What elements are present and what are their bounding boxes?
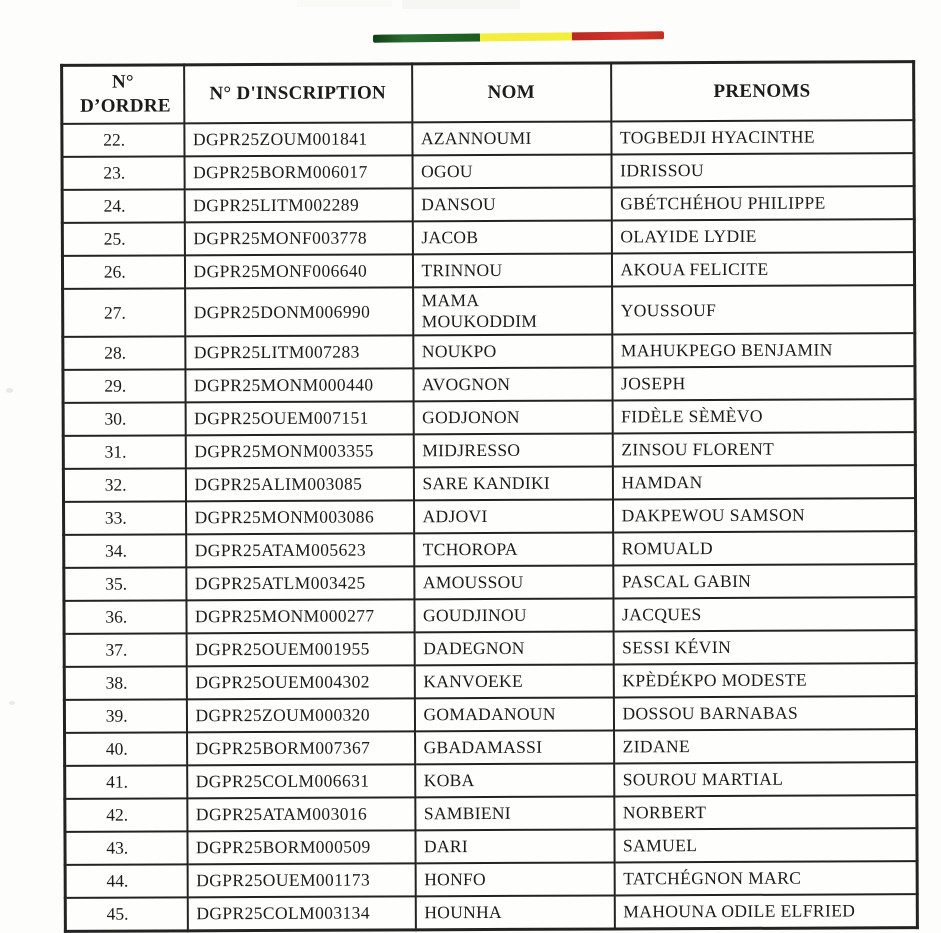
order-cell: 33. (64, 501, 186, 535)
order-cell: 37. (64, 633, 186, 667)
order-cell: 45. (65, 897, 187, 931)
inscription-cell: DGPR25MONM000440 (185, 368, 413, 402)
nom-cell: AVOGNON (413, 367, 612, 401)
inscription-cell: DGPR25MONF006640 (184, 254, 412, 288)
nom-cell: KANVOEKE (414, 664, 613, 698)
header-row (62, 62, 914, 124)
nom-cell: SARE KANDIKI (413, 466, 612, 500)
table-body (62, 120, 918, 931)
table-row (62, 219, 914, 256)
nom-cell: DARI (415, 829, 614, 863)
header-inscription: N° D'INSCRIPTION (184, 64, 412, 123)
inscription-cell: DGPR25OUEM004302 (186, 665, 414, 699)
scan-speck (9, 701, 15, 705)
inscription-cell: DGPR25OUEM007151 (185, 401, 413, 435)
prenoms-cell: SAMUEL (614, 828, 917, 862)
order-cell: 26. (62, 255, 184, 289)
inscription-cell: DGPR25ZOUM000320 (186, 698, 414, 732)
nom-cell: HONFO (415, 862, 614, 896)
nom-cell: NOUKPO (413, 334, 612, 368)
benin-flag-strip (373, 31, 664, 43)
nom-cell: KOBA (415, 763, 614, 797)
table-row (64, 696, 916, 733)
order-cell: 23. (62, 156, 184, 190)
inscription-cell: DGPR25MONM003355 (185, 434, 413, 468)
order-cell: 40. (65, 732, 187, 766)
inscription-cell: DGPR25OUEM001955 (186, 632, 414, 666)
inscription-cell: DGPR25COLM006631 (187, 764, 415, 798)
order-cell: 30. (63, 402, 185, 436)
inscription-cell: DGPR25ALIM003085 (185, 467, 413, 501)
nom-cell: GBADAMASSI (415, 730, 614, 764)
prenoms-cell: FIDÈLE SÈMÈVO (612, 399, 915, 433)
prenoms-cell: KPÈDÉKPO MODESTE (613, 663, 916, 697)
nom-cell: TCHOROPA (414, 532, 613, 566)
table-row (65, 795, 917, 832)
nom-cell: DANSOU (412, 187, 611, 221)
inscription-cell: DGPR25COLM003134 (187, 896, 415, 930)
inscription-cell: DGPR25BORM006017 (184, 155, 412, 189)
order-cell: 31. (63, 435, 185, 469)
order-cell: 41. (65, 765, 187, 799)
order-cell: 42. (65, 798, 187, 832)
table-row (63, 399, 915, 436)
order-cell: 27. (63, 288, 185, 337)
table-row (62, 153, 914, 190)
inscription-cell: DGPR25LITM007283 (185, 335, 413, 369)
nom-cell: MIDJRESSO (413, 433, 612, 467)
inscription-cell: DGPR25ATAM005623 (186, 533, 414, 567)
inscription-cell: DGPR25ZOUM001841 (184, 122, 412, 156)
table-row (63, 333, 915, 370)
prenoms-cell: NORBERT (614, 795, 917, 829)
inscription-cell: DGPR25ATLM003425 (186, 566, 414, 600)
order-cell: 44. (65, 864, 187, 898)
candidates-table (60, 60, 919, 933)
nom-cell: GODJONON (413, 400, 612, 434)
prenoms-cell: HAMDAN (612, 465, 915, 499)
nom-cell: AMOUSSOU (414, 565, 613, 599)
table-row (64, 597, 916, 634)
order-cell: 24. (62, 189, 184, 223)
header-order-label: N° D’ORDRE (79, 71, 171, 117)
flag-yellow-segment (480, 32, 572, 41)
order-cell: 29. (63, 369, 185, 403)
prenoms-cell: TATCHÉGNON MARC (614, 861, 917, 895)
prenoms-cell: AKOUA FELICITE (611, 252, 914, 286)
table-row (62, 252, 914, 289)
scan-artifact-top (297, 0, 392, 7)
prenoms-cell: SOUROU MARTIAL (614, 762, 917, 796)
scan-speck (6, 388, 13, 393)
nom-cell: TRINNOU (412, 253, 611, 287)
order-cell: 25. (62, 222, 184, 256)
nom-cell: GOMADANOUN (414, 697, 613, 731)
order-cell: 38. (64, 666, 186, 700)
nom-cell: DADEGNON (414, 631, 613, 665)
table-row (64, 531, 916, 568)
table-row (64, 564, 916, 601)
prenoms-cell: MAHOUNA ODILE ELFRIED (614, 894, 917, 929)
table-row (63, 465, 915, 502)
flag-red-segment (572, 31, 664, 40)
nom-cell: JACOB (412, 220, 611, 254)
prenoms-cell: DOSSOU BARNABAS (613, 696, 916, 730)
prenoms-cell: ROMUALD (613, 531, 916, 565)
inscription-cell: DGPR25MONF003778 (184, 221, 412, 255)
table-row (65, 894, 917, 931)
flag-green-segment (373, 33, 480, 42)
table-row (62, 120, 914, 157)
table-row (65, 861, 917, 898)
inscription-cell: DGPR25OUEM001173 (187, 863, 415, 897)
header-prenoms: PRENOMS (611, 62, 914, 122)
prenoms-cell: PASCAL GABIN (613, 564, 916, 598)
order-cell: 35. (64, 567, 186, 601)
prenoms-cell: SESSI KÉVIN (613, 630, 916, 664)
inscription-cell: DGPR25BORM000509 (187, 830, 415, 864)
nom-cell: MAMA MOUKODDIM (413, 286, 612, 335)
prenoms-cell: DAKPEWOU SAMSON (613, 498, 916, 532)
prenoms-cell: IDRISSOU (611, 153, 914, 187)
table-row (65, 762, 917, 799)
table-row (63, 366, 915, 403)
nom-cell: SAMBIENI (415, 796, 614, 830)
table-row (64, 498, 916, 535)
order-cell: 43. (65, 831, 187, 865)
prenoms-cell: ZINSOU FLORENT (612, 432, 915, 466)
nom-cell: OGOU (412, 154, 611, 188)
header-order (62, 65, 184, 124)
prenoms-cell: YOUSSOUF (612, 285, 915, 334)
table-row (65, 729, 917, 766)
table-row (63, 285, 915, 337)
nom-cell: ADJOVI (414, 499, 613, 533)
nom-cell: GOUDJINOU (414, 598, 613, 632)
prenoms-cell: MAHUKPEGO BENJAMIN (612, 333, 915, 367)
prenoms-cell: JOSEPH (612, 366, 915, 400)
nom-cell: HOUNHA (415, 895, 614, 929)
header-nom: NOM (412, 63, 611, 122)
order-cell: 28. (63, 336, 185, 370)
order-cell: 39. (64, 699, 186, 733)
nom-cell: AZANNOUMI (412, 121, 611, 155)
candidates-table-container (60, 60, 918, 933)
order-cell: 22. (62, 123, 184, 157)
prenoms-cell: TOGBEDJI HYACINTHE (611, 120, 914, 154)
table-row (63, 432, 915, 469)
order-cell: 34. (64, 534, 186, 568)
table-row (65, 828, 917, 865)
scan-artifact-top (402, 0, 520, 9)
inscription-cell: DGPR25MONM003086 (186, 500, 414, 534)
table-header (62, 62, 914, 124)
inscription-cell: DGPR25ATAM003016 (187, 797, 415, 831)
inscription-cell: DGPR25LITM002289 (184, 188, 412, 222)
prenoms-cell: JACQUES (613, 597, 916, 631)
order-cell: 36. (64, 600, 186, 634)
table-row (64, 630, 916, 667)
inscription-cell: DGPR25MONM000277 (186, 599, 414, 633)
inscription-cell: DGPR25DONM006990 (185, 287, 413, 336)
order-cell: 32. (63, 468, 185, 502)
table-row (64, 663, 916, 700)
prenoms-cell: ZIDANE (614, 729, 917, 763)
inscription-cell: DGPR25BORM007367 (187, 731, 415, 765)
prenoms-cell: GBÉTCHÉHOU PHILIPPE (611, 186, 914, 220)
table-row (62, 186, 914, 223)
prenoms-cell: OLAYIDE LYDIE (611, 219, 914, 253)
